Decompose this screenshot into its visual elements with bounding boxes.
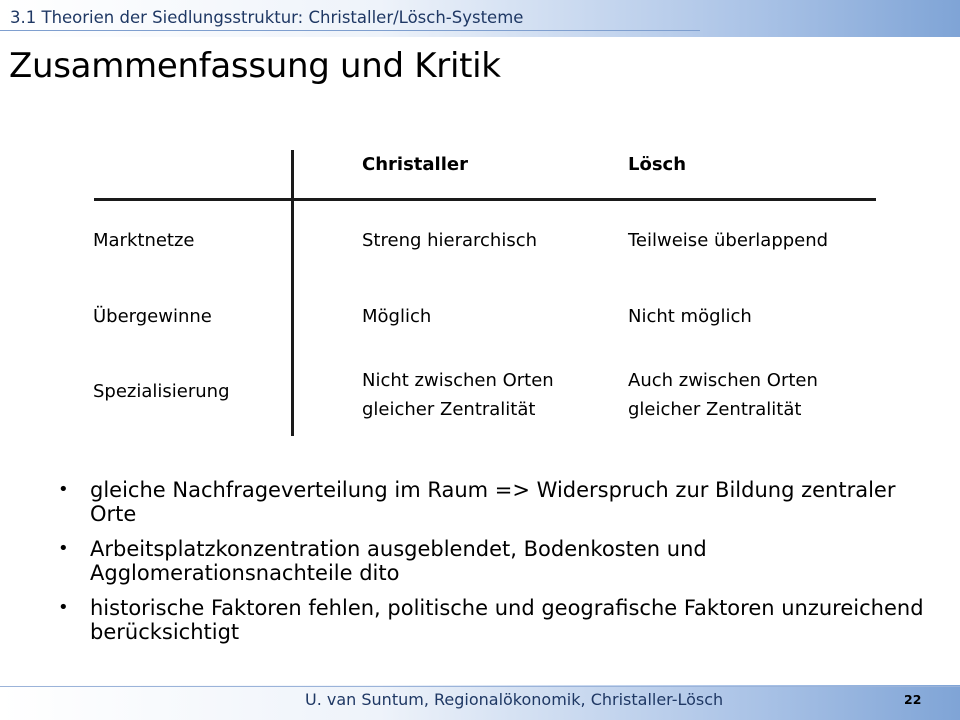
header-rule: [0, 30, 700, 31]
cell-line: Auch zwischen Orten: [628, 370, 818, 391]
cell-line: Nicht zwischen Orten: [362, 370, 554, 391]
section-title: 3.1 Theorien der Siedlungsstruktur: Christaller/Lösch-Systeme: [10, 8, 524, 27]
row-label-uebergewinne: Übergewinne: [93, 306, 212, 327]
row-label-marktnetze: Marktnetze: [93, 230, 195, 251]
critique-bullet-list: [58, 478, 958, 655]
cell-uebergewinne-loesch: Nicht möglich: [628, 306, 752, 327]
bullet-icon: •: [58, 479, 69, 500]
bullet-line: gleiche Nachfrageverteilung im Raum => Widerspruch zur Bildung zentraler: [90, 478, 896, 502]
cell-line: gleicher Zentralität: [628, 399, 802, 420]
bullet-line: historische Faktoren fehlen, politische und geografische Faktoren unzureichend: [90, 596, 924, 620]
cell-marktnetze-christaller: Streng hierarchisch: [362, 230, 538, 251]
footer-rule: [0, 686, 960, 687]
bullet-item: [58, 478, 958, 526]
bullet-line: Orte: [90, 502, 137, 526]
bullet-line: berücksichtigt: [90, 620, 240, 644]
cell-marktnetze-loesch: Teilweise überlappend: [628, 230, 829, 251]
bullet-icon: •: [58, 597, 69, 618]
bullet-item: [58, 537, 958, 585]
bullet-icon: •: [58, 538, 69, 559]
bullet-line: Arbeitsplatzkonzentration ausgeblendet, Bodenkosten und: [90, 537, 707, 561]
column-header-christaller: Christaller: [362, 154, 468, 175]
column-header-loesch: Lösch: [628, 154, 687, 175]
cell-spezialisierung-christaller: [362, 366, 554, 424]
row-label-spezialisierung: Spezialisierung: [93, 381, 230, 402]
table-vertical-rule: [291, 150, 294, 436]
slide-title: Zusammenfassung und Kritik: [9, 46, 501, 86]
bullet-line: Agglomerationsnachteile dito: [90, 561, 400, 585]
table-horizontal-rule: [94, 198, 876, 201]
bullet-item: [58, 596, 958, 644]
cell-spezialisierung-loesch: [628, 366, 818, 424]
cell-uebergewinne-christaller: Möglich: [362, 306, 432, 327]
cell-line: gleicher Zentralität: [362, 399, 536, 420]
page-number: 22: [904, 692, 922, 707]
footer-text: U. van Suntum, Regionalökonomik, Christaller-Lösch: [305, 690, 724, 709]
